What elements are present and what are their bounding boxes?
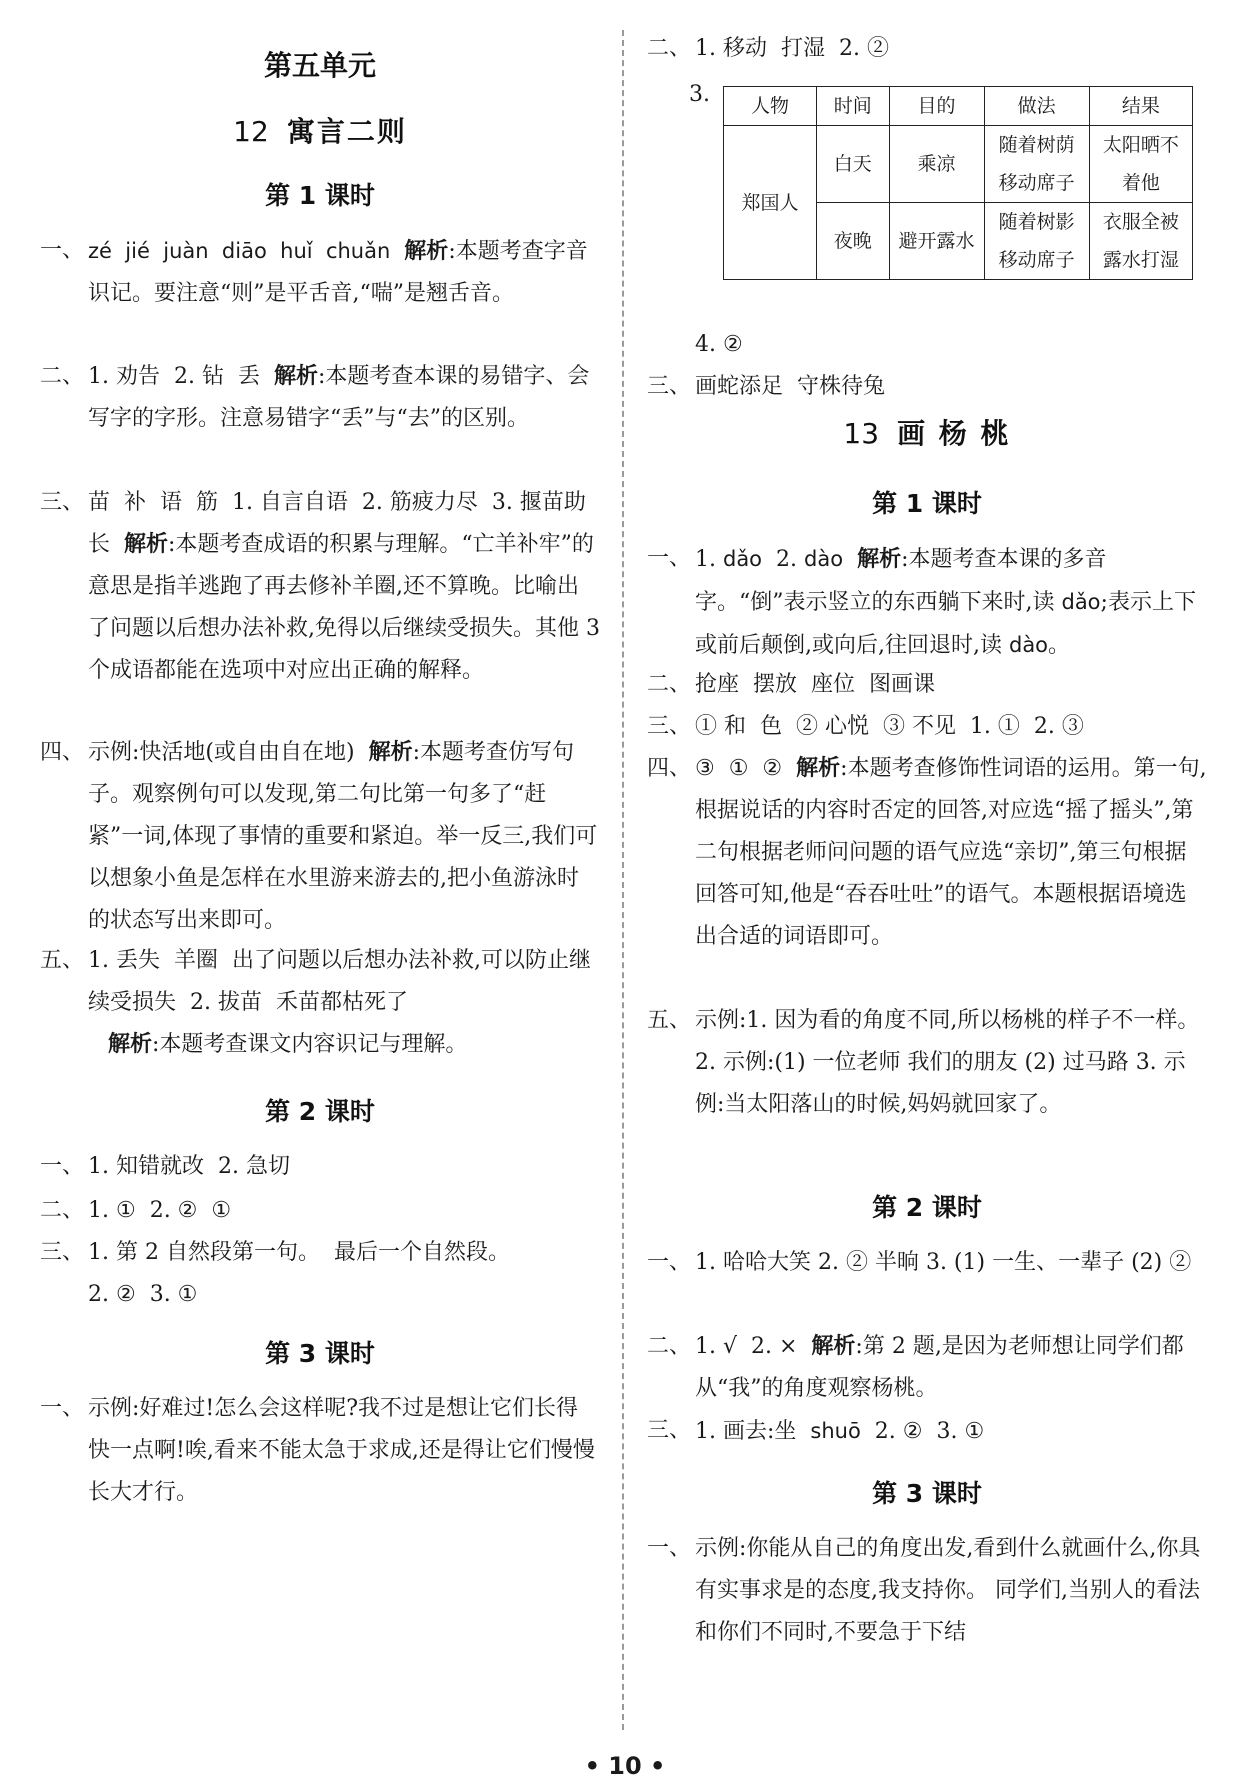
analysis-label: 解析 bbox=[857, 547, 902, 572]
table-cell-method: 随着树影移动席子 bbox=[984, 203, 1089, 280]
answer-text: 抢座 摆放 座位 图画课 bbox=[695, 672, 935, 697]
unit-title: 第五单元 bbox=[263, 49, 376, 82]
l-s2-q2 bbox=[40, 1190, 600, 1232]
answer-text: ① 和 色 ② 心悦 ③ 不见 1. ① 2. ③ bbox=[695, 714, 1084, 739]
r-s2-q2 bbox=[647, 1326, 1207, 1410]
r-s2-q1 bbox=[647, 1242, 1207, 1284]
pinyin-2: dào bbox=[804, 547, 844, 571]
lesson-12-title bbox=[40, 110, 600, 150]
l-s3-q1 bbox=[40, 1388, 600, 1514]
answer-text: 1. 画去:坐 bbox=[695, 1419, 811, 1444]
answer-text: 画蛇添足 守株待兔 bbox=[695, 374, 885, 399]
question-mark: 四、 bbox=[647, 756, 692, 781]
analysis-text-2: ;表示上下或前后颠倒,或向后,往回退时,读 bbox=[695, 590, 1196, 658]
analysis-label: 解析 bbox=[404, 239, 449, 264]
question-mark: 一、 bbox=[647, 546, 692, 571]
session-2-title: 第 2 课时 bbox=[872, 1193, 982, 1222]
question-mark: 三、 bbox=[647, 714, 692, 739]
r-s1-q4 bbox=[647, 748, 1207, 958]
r-q5 bbox=[647, 366, 1207, 408]
answer-text: 1. 劝告 2. 钻 丢 bbox=[88, 364, 274, 389]
question-mark: 三、 bbox=[647, 1418, 692, 1443]
table-header-row bbox=[724, 87, 1193, 126]
r-s3-q1 bbox=[647, 1528, 1207, 1654]
question-mark: 二、 bbox=[647, 672, 692, 697]
question-mark: 3. bbox=[689, 82, 710, 107]
analysis-label: 解析 bbox=[273, 364, 318, 389]
l-s1-q4 bbox=[40, 732, 600, 942]
lesson-number: 12 bbox=[233, 115, 269, 148]
analysis-text-1: :本题考查本课的多音字。“倒”表示竖立的东西躺下来时,读 bbox=[695, 547, 1107, 615]
lesson-13-title bbox=[647, 412, 1207, 452]
answer-text: 1. 知错就改 2. 急切 bbox=[88, 1154, 290, 1179]
table-cell-time: 夜晚 bbox=[816, 203, 889, 280]
answer-text-2: 2. ② 3. ① bbox=[860, 1419, 985, 1444]
answer-text: 示例:快活地(或自由自在地) bbox=[88, 740, 369, 765]
answer-text: 示例:好难过!怎么会这样呢?我不过是想让它们长得快一点啊!唉,看来不能太急于求成,还是得让它们慢慢长大才行。 bbox=[88, 1396, 595, 1505]
l-s1-q3 bbox=[40, 482, 600, 692]
table-header: 时间 bbox=[816, 87, 889, 126]
r-q2 bbox=[647, 28, 1207, 70]
table-cell-purpose: 乘凉 bbox=[889, 126, 984, 203]
analysis-text: :本题考查仿写句子。观察例句可以发现,第二句比第一句多了“赶紧”一词,体现了事情的重要和紧迫。举一反三,我们可以想象小鱼是怎样在水里游来游去的,把小鱼游泳时的状态写出来即可。 bbox=[88, 740, 598, 933]
pinyin-4: dào bbox=[1008, 633, 1049, 657]
answer-text: 1. ① 2. ② ① bbox=[88, 1198, 232, 1223]
question-mark: 四、 bbox=[40, 740, 85, 765]
question-mark: 一、 bbox=[40, 238, 85, 263]
answer-text-2: 2. ② 3. ① bbox=[88, 1282, 198, 1307]
question-mark: 一、 bbox=[40, 1396, 85, 1421]
l-s1-q1 bbox=[40, 230, 600, 315]
table-header: 人物 bbox=[724, 87, 817, 126]
analysis-label: 解析 bbox=[124, 532, 169, 557]
question-mark: 三、 bbox=[40, 1240, 85, 1265]
table-header: 目的 bbox=[889, 87, 984, 126]
question-mark: 二、 bbox=[647, 36, 692, 61]
analysis-label: 解析 bbox=[108, 1032, 153, 1057]
l-s1-q2 bbox=[40, 356, 600, 440]
r-s1-q5 bbox=[647, 1000, 1207, 1126]
session-1-title: 第 1 课时 bbox=[265, 181, 375, 210]
l-s2-q1 bbox=[40, 1146, 600, 1188]
column-divider bbox=[622, 30, 624, 1730]
question-mark: 三、 bbox=[40, 490, 85, 515]
question-mark: 一、 bbox=[647, 1250, 692, 1275]
table-header: 结果 bbox=[1089, 87, 1192, 126]
analysis-text: :本题考查修饰性词语的运用。第一句,根据说话的内容时否定的回答,对应选“摇了摇头”,第二句根据老师问问题的语气应选“亲切”,第三句根据回答可知,他是“吞吞吐吐”的语气。本题根据语境选出合适的词语即可。 bbox=[695, 756, 1207, 949]
analysis-label: 解析 bbox=[796, 756, 841, 781]
r-s1-q3 bbox=[647, 706, 1207, 748]
pinyin: shuō bbox=[810, 1419, 861, 1443]
analysis-label: 解析 bbox=[368, 740, 413, 765]
table-header: 做法 bbox=[984, 87, 1089, 126]
analysis-text: :第 2 题,是因为老师想让同学们都从“我”的角度观察杨桃。 bbox=[695, 1334, 1184, 1401]
answer-number-1: 1. bbox=[695, 547, 723, 572]
l-s1-q5 bbox=[40, 940, 600, 1066]
table-cell-result: 衣服全被露水打湿 bbox=[1089, 203, 1192, 280]
answer-text: 示例:1. 因为看的角度不同,所以杨桃的样子不一样。 2. 示例:(1) 一位老师 我们的朋友 (2) 过马路 3. 示例:当太阳落山的时候,妈妈就回家了。 bbox=[695, 1008, 1200, 1117]
table-row bbox=[724, 126, 1193, 203]
question-mark: 五、 bbox=[40, 948, 85, 973]
r-s1-q1 bbox=[647, 538, 1207, 667]
r-q4 bbox=[647, 324, 1207, 366]
question-mark: 五、 bbox=[647, 1008, 692, 1033]
lesson-name: 画 杨 桃 bbox=[897, 417, 1011, 450]
answer-text: ③ ① ② bbox=[695, 756, 797, 781]
pinyin-answers: zé jié juàn diāo huǐ chuǎn bbox=[88, 239, 391, 263]
table-cell-person: 郑国人 bbox=[724, 126, 817, 280]
analysis-label: 解析 bbox=[811, 1334, 856, 1359]
session-2-title: 第 2 课时 bbox=[265, 1097, 375, 1126]
analysis-text: :本题考查课文内容识记与理解。 bbox=[152, 1032, 468, 1057]
table-cell-result: 太阳晒不着他 bbox=[1089, 126, 1192, 203]
analysis-text: :本题考查字音识记。要注意“则”是平舌音,“喘”是翘舌音。 bbox=[88, 239, 588, 306]
l-s2-q3 bbox=[40, 1232, 600, 1316]
question-mark: 二、 bbox=[40, 1198, 85, 1223]
pinyin-1: dǎo bbox=[722, 547, 763, 571]
answer-table bbox=[723, 86, 1193, 280]
answer-text: 1. √ 2. × bbox=[695, 1334, 812, 1359]
lesson-name: 寓言二则 bbox=[286, 115, 407, 148]
answer-text: 4. ② bbox=[695, 332, 743, 357]
answer-text: 1. 移动 打湿 2. ② bbox=[695, 36, 889, 61]
session-3-title: 第 3 课时 bbox=[872, 1479, 982, 1508]
answer-text: 苗 补 语 筋 1. 自言自语 2. 筋疲力尽 3. 揠苗助长 bbox=[88, 490, 586, 557]
answer-text: 1. 第 2 自然段第一句。 最后一个自然段。 bbox=[88, 1240, 510, 1265]
analysis-text-3: 。 bbox=[1048, 633, 1071, 658]
answer-text: 1. 丢失 羊圈 出了问题以后想办法补救,可以防止继续受损失 2. 拔苗 禾苗都枯死了 bbox=[88, 948, 591, 1015]
r-s2-q3 bbox=[647, 1410, 1207, 1453]
lesson-number: 13 bbox=[843, 417, 880, 450]
session-1-title: 第 1 课时 bbox=[872, 489, 982, 518]
analysis-text: :本题考查本课的易错字、会写字的字形。注意易错字“丢”与“去”的区别。 bbox=[88, 364, 590, 431]
answer-number-2: 2. bbox=[762, 547, 805, 572]
question-mark: 二、 bbox=[647, 1334, 692, 1359]
question-mark: 二、 bbox=[40, 364, 85, 389]
question-mark: 一、 bbox=[647, 1536, 692, 1561]
analysis-text: :本题考查成语的积累与理解。“亡羊补牢”的意思是指羊逃跑了再去修补羊圈,还不算晚。比喻出了问题以后想办法补救,免得以后继续受损失。其他 3 个成语都能在选项中对应出正确的解释。 bbox=[88, 532, 600, 683]
table-cell-time: 白天 bbox=[816, 126, 889, 203]
question-mark: 一、 bbox=[40, 1154, 85, 1179]
page-number: • 10 • bbox=[584, 1752, 666, 1780]
answer-text: 示例:你能从自己的角度出发,看到什么就画什么,你具有实事求是的态度,我支持你。 同学们,当别人的看法和你们不同时,不要急于下结 bbox=[695, 1536, 1201, 1645]
table-cell-purpose: 避开露水 bbox=[889, 203, 984, 280]
answer-text: 1. 哈哈大笑 2. ② 半晌 3. (1) 一生、一辈子 (2) ② bbox=[695, 1250, 1192, 1275]
question-mark: 三、 bbox=[647, 374, 692, 399]
table-cell-method: 随着树荫移动席子 bbox=[984, 126, 1089, 203]
pinyin-3: dǎo bbox=[1061, 590, 1101, 614]
r-s1-q2 bbox=[647, 664, 1207, 706]
session-3-title: 第 3 课时 bbox=[265, 1339, 375, 1368]
